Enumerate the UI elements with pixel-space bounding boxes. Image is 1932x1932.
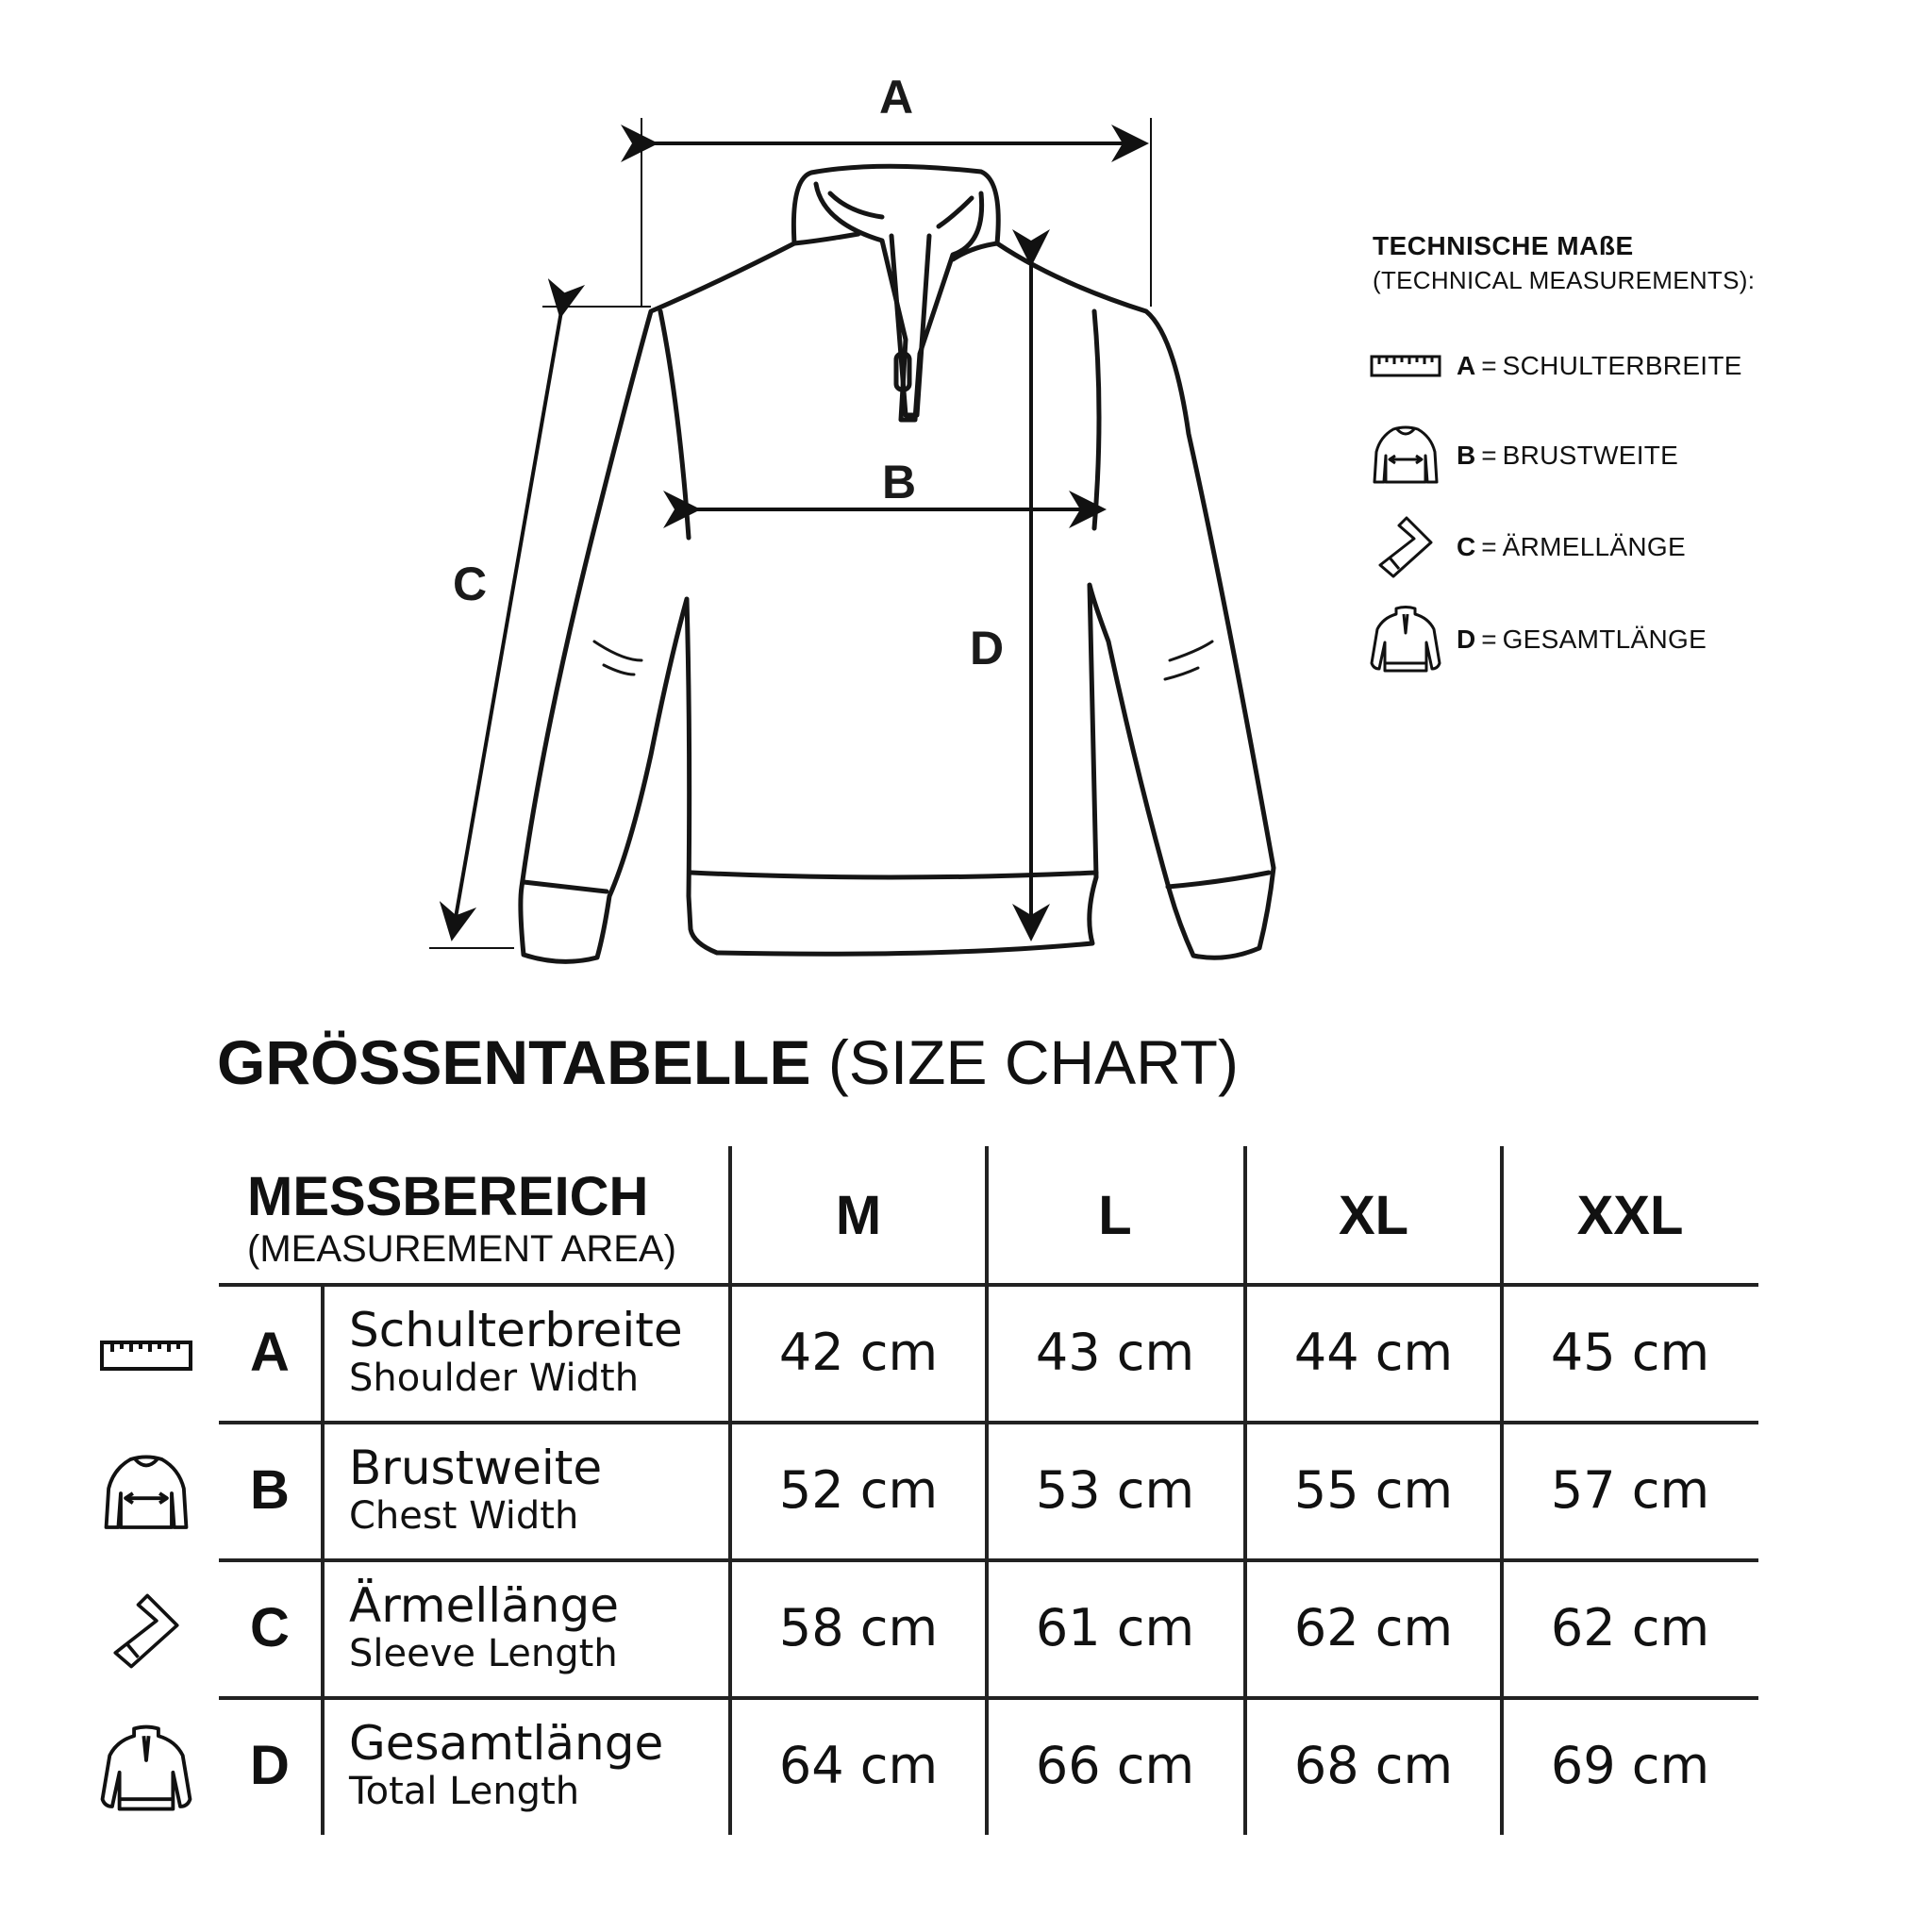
legend-equals: = — [1481, 625, 1497, 654]
legend-name: GESAMTLÄNGE — [1502, 625, 1707, 654]
sweater-icon — [94, 1717, 198, 1821]
crease-line — [1170, 641, 1212, 660]
crease-line — [604, 665, 634, 675]
row-label-de: Ärmellänge — [349, 1578, 619, 1633]
row-label-de: Schulterbreite — [349, 1303, 683, 1357]
size-header-xl: XL — [1338, 1185, 1409, 1246]
legend-letter: C — [1457, 532, 1476, 561]
cell-d-m: 64 cm — [778, 1736, 939, 1795]
legend-equals: = — [1481, 532, 1497, 561]
label-b: B — [882, 456, 917, 508]
legend-item-b — [1368, 422, 1678, 490]
collar-fold — [939, 198, 972, 226]
armhole-seam — [660, 311, 689, 538]
chest-icon — [94, 1441, 198, 1545]
row-label-en: Shoulder Width — [349, 1357, 640, 1400]
left-cuff — [524, 882, 607, 891]
size-chart-title — [217, 1026, 1239, 1098]
label-a: A — [879, 71, 914, 124]
size-header-xxl: XXL — [1576, 1185, 1684, 1246]
row-label-en: Chest Width — [349, 1494, 579, 1538]
legend-item-a — [1368, 332, 1742, 400]
row-label-de: Gesamtlänge — [349, 1716, 664, 1771]
label-d: D — [970, 622, 1005, 675]
size-header-l: L — [1098, 1185, 1132, 1246]
row-label-de: Brustweite — [349, 1441, 603, 1495]
table-line — [219, 1696, 1758, 1700]
ruler-icon — [1368, 332, 1443, 400]
cell-c-xxl: 62 cm — [1550, 1598, 1710, 1657]
table-line — [219, 1421, 1758, 1424]
legend-name: SCHULTERBREITE — [1502, 351, 1742, 380]
cell-b-xl: 55 cm — [1293, 1460, 1454, 1520]
row-label-d — [349, 1717, 663, 1813]
legend-name: BRUSTWEITE — [1502, 441, 1679, 470]
table-line — [219, 1558, 1758, 1562]
legend-item-d — [1368, 606, 1707, 674]
legend-name: ÄRMELLÄNGE — [1502, 532, 1686, 561]
table-line — [219, 1283, 1758, 1287]
collar-line — [794, 234, 858, 243]
waistband — [691, 873, 1096, 877]
sweater-icon — [1368, 606, 1443, 674]
legend-subtitle: (TECHNICAL MEASUREMENTS): — [1373, 266, 1756, 294]
row-label-b — [349, 1441, 602, 1538]
cell-b-m: 52 cm — [778, 1460, 939, 1520]
row-label-a — [349, 1304, 683, 1400]
cell-c-xl: 62 cm — [1293, 1598, 1454, 1657]
cell-a-m: 42 cm — [778, 1323, 939, 1382]
size-chart-title-bold: GRÖSSENTABELLE — [217, 1027, 811, 1097]
cell-d-l: 66 cm — [1035, 1736, 1195, 1795]
crease-line — [1165, 668, 1198, 679]
cell-d-xl: 68 cm — [1293, 1736, 1454, 1795]
table-header-area — [247, 1165, 676, 1271]
legend-title: TECHNISCHE MAßE — [1373, 231, 1634, 260]
armhole-seam — [1094, 311, 1099, 528]
arrow-c — [453, 311, 561, 934]
right-cuff — [1168, 873, 1269, 887]
cell-c-l: 61 cm — [1035, 1598, 1195, 1657]
cell-b-l: 53 cm — [1035, 1460, 1195, 1520]
legend-equals: = — [1481, 351, 1497, 380]
row-letter-b: B — [250, 1459, 290, 1521]
cell-c-m: 58 cm — [778, 1598, 939, 1657]
size-header-m: M — [835, 1185, 882, 1246]
measurement-area-header: MESSBEREICH — [247, 1166, 649, 1227]
chest-icon — [1368, 422, 1443, 490]
row-letter-d: D — [250, 1735, 290, 1796]
cell-a-l: 43 cm — [1035, 1323, 1195, 1382]
row-label-en: Sleeve Length — [349, 1632, 618, 1675]
measurement-area-subheader: (MEASUREMENT AREA) — [247, 1228, 676, 1270]
cell-a-xl: 44 cm — [1293, 1323, 1454, 1382]
legend-letter: B — [1457, 441, 1476, 470]
row-letter-a: A — [250, 1322, 290, 1383]
legend-letter: A — [1457, 351, 1476, 380]
collar-fold — [830, 193, 882, 217]
sleeve-icon — [1368, 513, 1443, 581]
row-label-en: Total Length — [349, 1770, 580, 1813]
row-letter-c: C — [250, 1597, 290, 1658]
legend-item-c — [1368, 513, 1686, 581]
size-chart-title-normal: (SIZE CHART) — [827, 1027, 1239, 1097]
table-line — [321, 1285, 325, 1835]
row-label-c — [349, 1579, 619, 1675]
legend-equals: = — [1481, 441, 1497, 470]
cell-d-xxl: 69 cm — [1550, 1736, 1710, 1795]
legend-letter: D — [1457, 625, 1476, 654]
label-c: C — [453, 558, 488, 610]
crease-line — [594, 641, 641, 660]
cell-a-xxl: 45 cm — [1550, 1323, 1710, 1382]
cell-b-xxl: 57 cm — [1550, 1460, 1710, 1520]
sleeve-icon — [94, 1579, 198, 1683]
ruler-icon — [94, 1304, 198, 1407]
